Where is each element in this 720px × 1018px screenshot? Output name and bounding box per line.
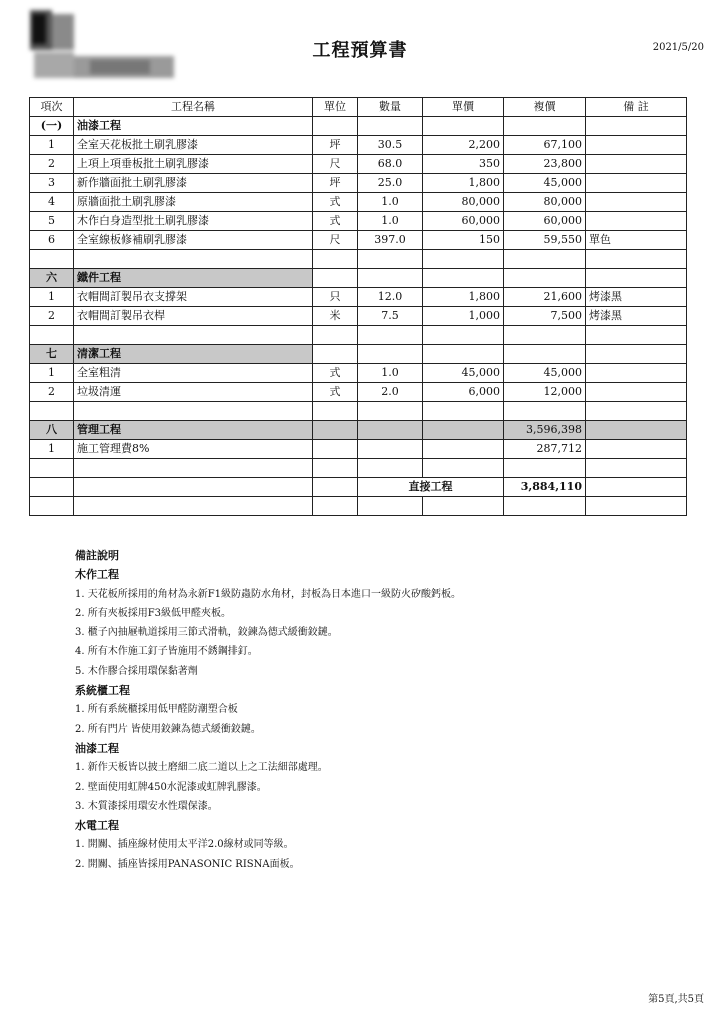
cell-note: 單色 — [586, 231, 687, 250]
cell-empty — [358, 269, 423, 288]
cell-empty — [423, 402, 504, 421]
cell-unit: 式 — [313, 383, 358, 402]
cell-empty — [423, 421, 504, 440]
note-item: 2. 開關、插座皆採用PANASONIC RISNA面板。 — [75, 858, 300, 870]
cell-empty — [358, 117, 423, 136]
cell-empty — [313, 421, 358, 440]
cell-no: (一) — [30, 117, 74, 136]
cell-empty — [30, 478, 74, 497]
cell-no: 七 — [30, 345, 74, 364]
cell-no: 1 — [30, 440, 74, 459]
table-row — [30, 497, 687, 516]
table-row — [30, 421, 687, 440]
note-item: 2. 壁面使用虹牌450水泥漆或虹牌乳膠漆。 — [75, 781, 267, 793]
cell-empty — [504, 269, 586, 288]
table-row — [30, 440, 687, 459]
cell-empty — [358, 421, 423, 440]
cell-price: 1,800 — [423, 174, 504, 193]
cell-qty: 1.0 — [358, 193, 423, 212]
cell-price: 80,000 — [423, 193, 504, 212]
cell-empty — [504, 117, 586, 136]
note-item: 1. 所有系統櫃採用低甲醛防潮塑合板 — [75, 704, 238, 716]
cell-empty — [504, 326, 586, 345]
table-row — [30, 307, 687, 326]
col-header: 工程名稱 — [74, 98, 313, 117]
cell-name: 垃圾清運 — [74, 383, 313, 402]
cell-note — [586, 136, 687, 155]
cell-note: 烤漆黑 — [586, 288, 687, 307]
cell-empty — [30, 402, 74, 421]
cell-total: 23,800 — [504, 155, 586, 174]
table-row — [30, 174, 687, 193]
notes-groups — [75, 565, 461, 874]
col-header: 項次 — [30, 98, 74, 117]
cell-name: 油漆工程 — [74, 117, 313, 136]
table-header-row — [30, 98, 687, 117]
cell-qty: 397.0 — [358, 231, 423, 250]
cell-empty — [313, 478, 358, 497]
cell-total: 59,550 — [504, 231, 586, 250]
note-item: 5. 木作膠合採用環保黏著劑 — [75, 665, 198, 677]
table-row — [30, 288, 687, 307]
cell-unit: 米 — [313, 307, 358, 326]
cell-total: 67,100 — [504, 136, 586, 155]
cell-empty — [586, 497, 687, 516]
col-header: 數量 — [358, 98, 423, 117]
cell-no: 2 — [30, 307, 74, 326]
cell-empty — [30, 497, 74, 516]
cell-price: 6,000 — [423, 383, 504, 402]
table-row — [30, 136, 687, 155]
cell-note — [586, 364, 687, 383]
note-item: 3. 木質漆採用環安水性環保漆。 — [75, 800, 218, 812]
cell-price: 350 — [423, 155, 504, 174]
cell-unit: 坪 — [313, 174, 358, 193]
col-header: 備 註 — [586, 98, 687, 117]
cell-empty — [30, 326, 74, 345]
cell-empty — [74, 250, 313, 269]
notes-group-title: 油漆工程 — [75, 741, 119, 755]
table-row — [30, 250, 687, 269]
cell-note: 烤漆黑 — [586, 307, 687, 326]
cell-no: 1 — [30, 364, 74, 383]
page-title: 工程預算書 — [312, 40, 408, 61]
note-item: 3. 櫃子內抽屜軌道採用三節式滑軌，鉸鍊為德式緩衝鉸鏈。 — [75, 627, 338, 639]
cell-qty: 1.0 — [358, 212, 423, 231]
cell-qty: 25.0 — [358, 174, 423, 193]
cell-price: 2,200 — [423, 136, 504, 155]
cell-empty — [504, 250, 586, 269]
note-item: 2. 所有夾板採用F3級低甲醛夾板。 — [75, 607, 232, 619]
cell-empty — [313, 117, 358, 136]
cell-name: 新作牆面批土刷乳膠漆 — [74, 174, 313, 193]
cell-note — [586, 174, 687, 193]
col-header: 複價 — [504, 98, 586, 117]
cell-unit — [313, 440, 358, 459]
cell-empty — [313, 269, 358, 288]
cell-qty: 2.0 — [358, 383, 423, 402]
cell-name: 全室粗清 — [74, 364, 313, 383]
cell-empty — [74, 402, 313, 421]
cell-unit: 尺 — [313, 231, 358, 250]
cell-name: 清潔工程 — [74, 345, 313, 364]
cell-total: 287,712 — [504, 440, 586, 459]
cell-empty — [586, 269, 687, 288]
cell-name: 木作白身造型批土刷乳膠漆 — [74, 212, 313, 231]
page-number: 第5頁,共5頁 — [648, 994, 704, 1005]
table-row — [30, 117, 687, 136]
cell-qty: 68.0 — [358, 155, 423, 174]
cell-empty — [423, 497, 504, 516]
notes-group-title: 系統櫃工程 — [75, 684, 130, 698]
cell-no: 八 — [30, 421, 74, 440]
table-row — [30, 364, 687, 383]
cell-no: 2 — [30, 155, 74, 174]
cell-total: 3,596,398 — [504, 421, 586, 440]
cell-total: 45,000 — [504, 364, 586, 383]
cell-empty — [423, 269, 504, 288]
cell-empty — [423, 250, 504, 269]
col-header: 單價 — [423, 98, 504, 117]
cell-price: 1,800 — [423, 288, 504, 307]
cell-unit: 只 — [313, 288, 358, 307]
cell-name: 全室天花板批土刷乳膠漆 — [74, 136, 313, 155]
cell-name: 上項上項垂板批土刷乳膠漆 — [74, 155, 313, 174]
cell-empty — [358, 345, 423, 364]
cell-unit: 式 — [313, 193, 358, 212]
cell-empty — [74, 478, 313, 497]
cell-empty — [586, 345, 687, 364]
cell-empty — [586, 326, 687, 345]
cell-empty — [504, 459, 586, 478]
cell-price: 150 — [423, 231, 504, 250]
cell-price: 60,000 — [423, 212, 504, 231]
cell-note — [586, 440, 687, 459]
table-row — [30, 269, 687, 288]
cell-name: 全室線板修補刷乳膠漆 — [74, 231, 313, 250]
cell-note — [586, 383, 687, 402]
cell-empty — [313, 345, 358, 364]
cell-total: 7,500 — [504, 307, 586, 326]
cell-total: 3,884,110 — [504, 478, 586, 497]
cell-empty — [358, 459, 423, 478]
cell-total: 60,000 — [504, 212, 586, 231]
cell-name: 衣帽間訂製吊衣支撐架 — [74, 288, 313, 307]
cell-qty — [358, 440, 423, 459]
cell-unit: 坪 — [313, 136, 358, 155]
cell-no: 1 — [30, 288, 74, 307]
table-body — [30, 117, 687, 516]
cell-note — [586, 193, 687, 212]
cell-price: 1,000 — [423, 307, 504, 326]
note-item: 1. 新作天板皆以披土磨細二底二道以上之工法細部處理。 — [75, 762, 328, 774]
cell-empty — [313, 250, 358, 269]
notes-group-title: 水電工程 — [75, 819, 119, 833]
cell-empty — [313, 326, 358, 345]
cell-empty — [313, 497, 358, 516]
cell-empty — [423, 345, 504, 364]
note-item: 1. 天花板所採用的角材為永新F1級防蟲防水角材，封板為日本進口一級防火矽酸鈣板。 — [75, 588, 462, 600]
cell-no: 5 — [30, 212, 74, 231]
budget-table — [29, 97, 687, 516]
table-row — [30, 193, 687, 212]
cell-unit: 尺 — [313, 155, 358, 174]
cell-empty — [358, 250, 423, 269]
table-row — [30, 212, 687, 231]
cell-no: 3 — [30, 174, 74, 193]
cell-empty — [586, 478, 687, 497]
note-item: 4. 所有木作施工釘子皆施用不銹鋼排釘。 — [75, 646, 258, 658]
cell-no: 4 — [30, 193, 74, 212]
cell-empty — [423, 459, 504, 478]
table-row — [30, 478, 687, 497]
table-row — [30, 402, 687, 421]
table-row — [30, 155, 687, 174]
cell-empty — [586, 459, 687, 478]
cell-total: 12,000 — [504, 383, 586, 402]
cell-qty: 1.0 — [358, 364, 423, 383]
cell-empty — [358, 402, 423, 421]
cell-empty — [504, 402, 586, 421]
table-row — [30, 345, 687, 364]
cell-empty — [74, 326, 313, 345]
table-row — [30, 459, 687, 478]
cell-qty: 7.5 — [358, 307, 423, 326]
cell-empty — [74, 459, 313, 478]
note-item: 1. 開關、插座線材使用太平洋2.0線材或同等級。 — [75, 839, 294, 851]
cell-no: 6 — [30, 231, 74, 250]
cell-total: 45,000 — [504, 174, 586, 193]
cell-no: 2 — [30, 383, 74, 402]
document-date: 2021/5/20 — [652, 42, 704, 53]
cell-unit: 式 — [313, 212, 358, 231]
cell-label: 直接工程 — [358, 478, 504, 497]
table-row — [30, 383, 687, 402]
cell-empty — [586, 421, 687, 440]
cell-price: 45,000 — [423, 364, 504, 383]
cell-empty — [423, 117, 504, 136]
cell-empty — [504, 497, 586, 516]
cell-empty — [30, 459, 74, 478]
cell-empty — [313, 402, 358, 421]
cell-empty — [358, 497, 423, 516]
cell-empty — [74, 497, 313, 516]
cell-total: 80,000 — [504, 193, 586, 212]
cell-qty: 12.0 — [358, 288, 423, 307]
cell-empty — [30, 250, 74, 269]
cell-note — [586, 155, 687, 174]
cell-name: 衣帽間訂製吊衣桿 — [74, 307, 313, 326]
table-row — [30, 326, 687, 345]
cell-name: 施工管理費8% — [74, 440, 313, 459]
cell-empty — [504, 345, 586, 364]
table-row — [30, 231, 687, 250]
cell-total: 21,600 — [504, 288, 586, 307]
notes-group-title: 木作工程 — [75, 568, 119, 582]
notes-heading: 備註說明 — [75, 549, 119, 562]
cell-empty — [586, 250, 687, 269]
cell-empty — [586, 402, 687, 421]
cell-price — [423, 440, 504, 459]
col-header: 單位 — [313, 98, 358, 117]
cell-name: 鐵件工程 — [74, 269, 313, 288]
cell-empty — [586, 117, 687, 136]
cell-empty — [313, 459, 358, 478]
cell-no: 1 — [30, 136, 74, 155]
notes-section — [75, 546, 461, 874]
note-item: 2. 所有門片 皆使用鉸鍊為德式緩衝鉸鏈。 — [75, 723, 261, 735]
cell-empty — [423, 326, 504, 345]
cell-name: 管理工程 — [74, 421, 313, 440]
cell-no: 六 — [30, 269, 74, 288]
cell-name: 原牆面批土刷乳膠漆 — [74, 193, 313, 212]
cell-qty: 30.5 — [358, 136, 423, 155]
cell-empty — [358, 326, 423, 345]
cell-unit: 式 — [313, 364, 358, 383]
cell-note — [586, 212, 687, 231]
